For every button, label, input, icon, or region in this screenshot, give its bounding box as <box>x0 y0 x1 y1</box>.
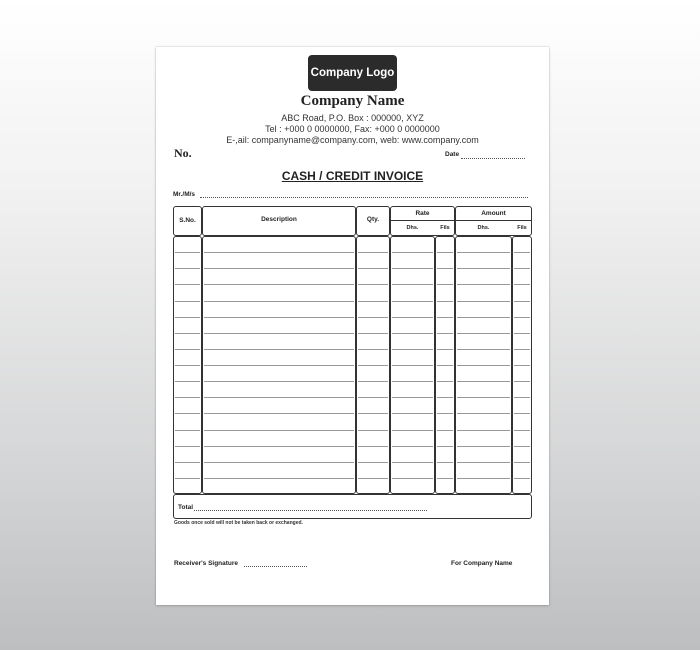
for-company-label: For Company Name <box>451 560 513 567</box>
table-row-line <box>204 349 354 350</box>
header-qty: Qty. <box>366 216 380 223</box>
table-row-line <box>175 397 200 398</box>
table-row-line <box>204 397 354 398</box>
table-row-line <box>437 317 453 318</box>
table-row-line <box>514 365 530 366</box>
table-row-line <box>204 284 354 285</box>
table-row-line <box>175 349 200 350</box>
table-row-line <box>204 317 354 318</box>
table-row-line <box>358 349 388 350</box>
table-row-line <box>204 333 354 334</box>
table-row-line <box>457 268 510 269</box>
table-row-line <box>204 365 354 366</box>
table-row-line <box>175 365 200 366</box>
table-row-line <box>204 381 354 382</box>
table-row-line <box>392 252 433 253</box>
table-row-line <box>175 301 200 302</box>
receiver-signature-line <box>244 566 307 567</box>
table-row-line <box>358 301 388 302</box>
table-row-line <box>457 478 510 479</box>
table-row-line <box>175 252 200 253</box>
table-row-line <box>437 446 453 447</box>
table-row-line <box>392 301 433 302</box>
table-row-line <box>457 301 510 302</box>
header-amount-fils: Fils <box>517 225 527 231</box>
amount-divider <box>455 220 532 221</box>
table-row-line <box>514 317 530 318</box>
table-row-line <box>175 462 200 463</box>
table-row-line <box>514 462 530 463</box>
table-row-line <box>514 413 530 414</box>
table-row-line <box>514 333 530 334</box>
table-row-line <box>175 333 200 334</box>
table-row-line <box>514 381 530 382</box>
table-row-line <box>457 365 510 366</box>
table-row-line <box>358 317 388 318</box>
table-row-line <box>514 301 530 302</box>
header-sno: S.No. <box>179 217 196 224</box>
table-row-line <box>457 446 510 447</box>
table-row-line <box>204 446 354 447</box>
table-row-line <box>358 268 388 269</box>
table-row-line <box>437 252 453 253</box>
table-row-line <box>457 349 510 350</box>
table-row-line <box>514 252 530 253</box>
total-box <box>173 494 532 519</box>
table-row-line <box>392 333 433 334</box>
total-label: Total <box>178 504 194 511</box>
header-amount-dhs: Dhs. <box>477 225 490 231</box>
table-row-line <box>392 381 433 382</box>
table-row-line <box>457 333 510 334</box>
table-row-line <box>392 430 433 431</box>
table-row-line <box>437 413 453 414</box>
total-field-line <box>194 510 427 511</box>
table-row-line <box>437 284 453 285</box>
receiver-signature-label: Receiver's Signature <box>174 560 239 567</box>
table-row-line <box>457 397 510 398</box>
table-row-line <box>358 413 388 414</box>
customer-label: Mr./M/s <box>173 191 196 198</box>
table-row-line <box>358 430 388 431</box>
table-row-line <box>392 478 433 479</box>
table-row-line <box>358 397 388 398</box>
table-row-line <box>175 381 200 382</box>
table-row-line <box>358 284 388 285</box>
table-row-line <box>392 397 433 398</box>
customer-field-line <box>200 197 528 198</box>
table-row-line <box>392 365 433 366</box>
table-row-line <box>175 478 200 479</box>
table-row-line <box>457 462 510 463</box>
table-row-line <box>358 478 388 479</box>
table-row-line <box>392 462 433 463</box>
table-row-line <box>437 365 453 366</box>
table-row-line <box>392 284 433 285</box>
table-row-line <box>514 478 530 479</box>
table-row-line <box>204 268 354 269</box>
header-rate: Rate <box>415 210 430 217</box>
header-amount: Amount <box>481 210 506 217</box>
table-row-line <box>514 284 530 285</box>
table-row-line <box>514 349 530 350</box>
table-row-line <box>175 413 200 414</box>
table-row-line <box>437 462 453 463</box>
table-row-line <box>358 333 388 334</box>
invoice-title: CASH / CREDIT INVOICE <box>281 169 424 183</box>
table-row-line <box>437 397 453 398</box>
table-row-line <box>437 301 453 302</box>
invoice-number-label: No. <box>174 146 192 160</box>
goods-note: Goods once sold will not be taken back or exchanged. <box>174 520 303 526</box>
table-row-line <box>358 381 388 382</box>
table-row-line <box>358 462 388 463</box>
table-row-line <box>514 268 530 269</box>
table-row-line <box>358 252 388 253</box>
invoice-sheet <box>156 47 549 605</box>
rate-divider <box>390 220 455 221</box>
table-row-line <box>457 381 510 382</box>
table-row-line <box>437 268 453 269</box>
table-row-line <box>392 268 433 269</box>
table-row-line <box>392 349 433 350</box>
header-rate-fils: Fils <box>440 225 450 231</box>
table-row-line <box>204 301 354 302</box>
header-description: Description <box>261 216 297 223</box>
company-email-web: E-,ail: companyname@company.com, web: www.company.com <box>226 135 479 145</box>
table-row-line <box>204 430 354 431</box>
table-row-line <box>457 413 510 414</box>
table-row-line <box>175 317 200 318</box>
table-row-line <box>175 430 200 431</box>
date-field-line <box>461 158 525 159</box>
table-row-line <box>175 446 200 447</box>
table-row-line <box>457 430 510 431</box>
table-row-line <box>457 317 510 318</box>
table-row-line <box>358 365 388 366</box>
company-phone: Tel : +000 0 0000000, Fax: +000 0 0000000 <box>265 124 440 134</box>
logo-text: Company Logo <box>310 67 395 79</box>
table-row-line <box>358 446 388 447</box>
table-row-line <box>457 284 510 285</box>
date-label: Date <box>445 151 460 158</box>
table-row-line <box>437 333 453 334</box>
table-row-line <box>457 252 510 253</box>
table-row-line <box>204 413 354 414</box>
table-row-line <box>204 478 354 479</box>
table-row-line <box>514 397 530 398</box>
table-row-line <box>175 268 200 269</box>
table-row-line <box>204 462 354 463</box>
company-logo <box>308 55 397 91</box>
table-row-line <box>437 349 453 350</box>
table-row-line <box>392 317 433 318</box>
table-row-line <box>204 252 354 253</box>
company-name: Company Name <box>300 93 405 109</box>
table-row-line <box>437 478 453 479</box>
header-rate-dhs: Dhs. <box>406 225 419 231</box>
table-row-line <box>392 446 433 447</box>
table-row-line <box>175 284 200 285</box>
table-row-line <box>514 446 530 447</box>
company-address: ABC Road, P.O. Box : 000000, XYZ <box>281 113 424 123</box>
table-row-line <box>392 413 433 414</box>
table-row-line <box>514 430 530 431</box>
table-row-line <box>437 430 453 431</box>
table-row-line <box>437 381 453 382</box>
